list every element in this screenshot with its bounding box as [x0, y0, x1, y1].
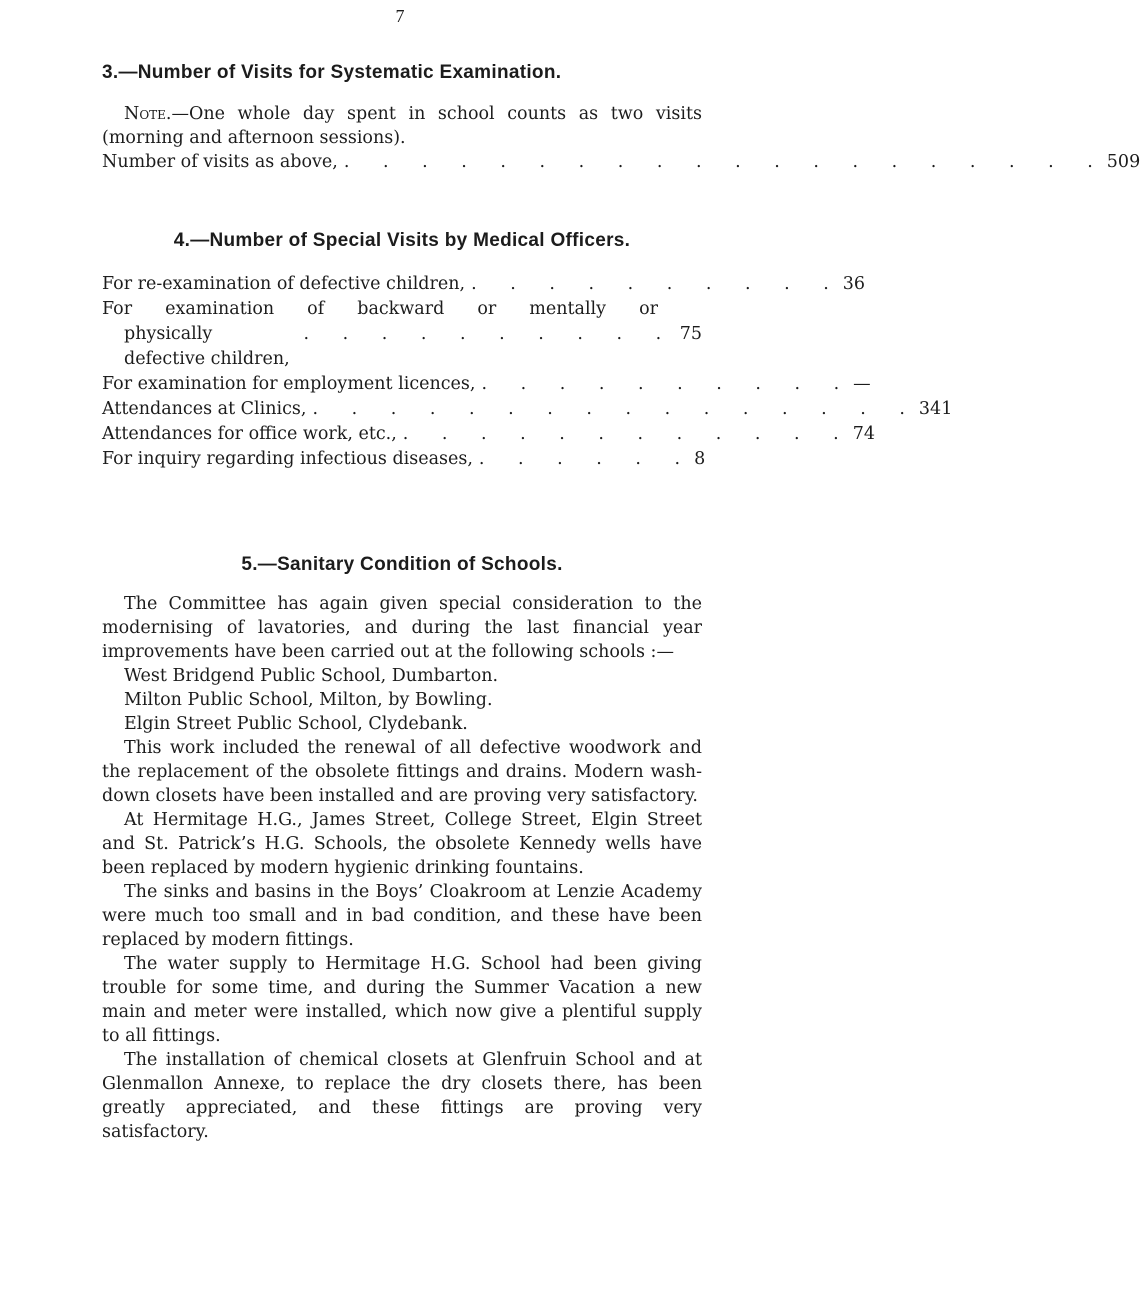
section-5 — [102, 554, 702, 576]
leader-dots: . . . . . . . . . . — [481, 374, 854, 394]
table-row — [102, 372, 871, 397]
leader-dots: . . . . . . . . . . — [303, 324, 676, 344]
row-label: For re-examination of defective children, — [102, 274, 466, 294]
table-row — [102, 422, 876, 447]
section-3-heading: 3.—Number of Visits for Systematic Examination. — [102, 62, 562, 83]
list-item: Elgin Street Public School, Clydebank. — [124, 714, 468, 734]
body-paragraph: The installation of chemical closets at Glenfruin School and at Glenmallon Annexe, to replace the dry closets there, has been greatly appreciated, and these fittings are proving very satisfactory. — [102, 1050, 702, 1142]
visits-value: 509 — [1106, 152, 1140, 172]
list-item: Milton Public School, Milton, by Bowling. — [124, 690, 493, 710]
list-item: West Bridgend Public School, Dumbarton. — [124, 666, 499, 686]
table-row — [102, 447, 706, 472]
row-value: 36 — [842, 274, 866, 294]
row-label: For examination for employment licences, — [102, 374, 476, 394]
note-text: —One whole day spent in school counts as two visits (morning and afternoon sessions). — [102, 104, 702, 148]
table-row — [102, 272, 866, 297]
section-3-body — [102, 102, 1140, 175]
body-paragraph: At Hermitage H.G., James Street, College Street, Elgin Street and St. Patrick’s H.G. Schools, the obsolete Kennedy wells have been replaced by modern hygienic drinking fountains. — [102, 810, 702, 878]
section-4 — [102, 230, 702, 252]
row-value: — — [853, 374, 871, 394]
visits-row — [102, 150, 1140, 175]
row-value: 75 — [679, 324, 702, 344]
leader-dots: . . . . . . — [478, 449, 695, 469]
row-value: 8 — [694, 449, 706, 469]
row-label: For inquiry regarding infectious diseases, — [102, 449, 473, 469]
leader-dots: . . . . . . . . . . . . . . . . . . . . — [343, 152, 1107, 172]
section-4-heading: 4.—Number of Special Visits by Medical Officers. — [173, 230, 631, 251]
section-3 — [102, 62, 702, 84]
body-paragraph: The water supply to Hermitage H.G. School had been giving trouble for some time, and during the Summer Vacation a new main and meter were installed, which now give a plentiful supply to all fittings. — [102, 954, 702, 1046]
leader-dots: . . . . . . . . . . — [471, 274, 843, 294]
row-label: For examination of backward or mentally or — [102, 299, 658, 319]
row-label: Attendances at Clinics, — [102, 399, 307, 419]
table-row — [102, 397, 953, 422]
section-5-heading: 5.—Sanitary Condition of Schools. — [241, 554, 563, 575]
leader-dots: . . . . . . . . . . . . — [402, 424, 853, 444]
note-paragraph — [102, 102, 702, 150]
note-label: Note. — [124, 104, 172, 124]
visits-label: Number of visits as above, — [102, 152, 338, 172]
page-number: 7 — [395, 6, 405, 26]
table-row — [102, 297, 702, 372]
section-4-table — [102, 272, 953, 472]
row-label-line-1 — [102, 297, 702, 322]
row-label: Attendances for office work, etc., — [102, 424, 397, 444]
leader-dots: . . . . . . . . . . . . . . . . — [312, 399, 919, 419]
body-paragraph: This work included the renewal of all defective woodwork and the replacement of the obsolete fittings and drains. Modern wash-down closets have been installed and are proving very satisfactory. — [102, 738, 702, 806]
section-5-body — [102, 592, 702, 1144]
row-label-line-2 — [102, 322, 702, 372]
body-paragraph: The sinks and basins in the Boys’ Cloakroom at Lenzie Academy were much too small and in bad condition, and these have been replaced by modern fittings. — [102, 882, 702, 950]
intro-paragraph: The Committee has again given special consideration to the modernising of lavatories, and during the last financial year improvements have been carried out at the following schools :— — [102, 594, 702, 662]
row-value: 341 — [918, 399, 953, 419]
row-value: 74 — [852, 424, 876, 444]
row-label: physically defective children, — [124, 324, 290, 369]
